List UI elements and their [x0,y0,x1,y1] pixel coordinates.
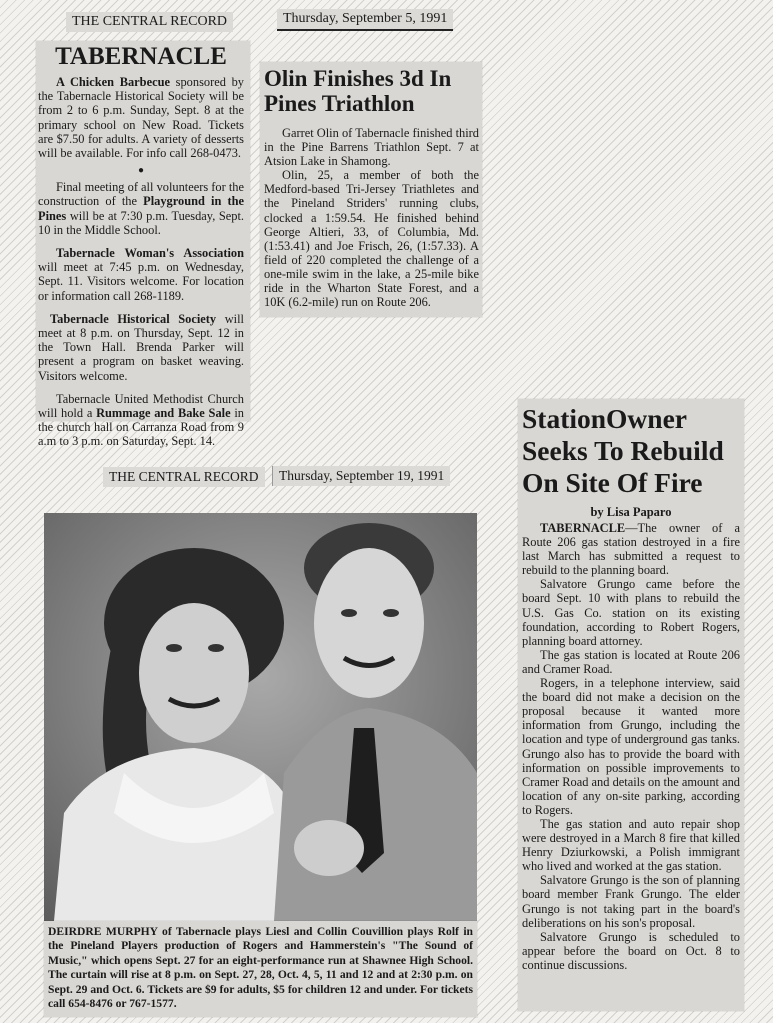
station-paragraph: The gas station and auto repair shop were destroyed in a March 8 fire that killed Henry Dziurkowski, a Polish immigrant who lived and worked at the gas station. [522,816,740,874]
notice-historical-society: Tabernacle Historical Society will meet at 8 p.m. on Thursday, Sept. 12 in the Town Hall. Brenda Parker will present a program on basket weaving. Visitors welcome. [38,311,244,383]
notice-womans-association: Tabernacle Woman's Association will meet at 7:45 p.m. on Wednesday, Sept. 11. Visitors welcome. For location or information call 268-1189. [38,246,244,303]
notice-rummage-sale: Tabernacle United Methodist Church will hold a Rummage and Bake Sale in the church hall on Carranza Road from 9 a.m to 3 p.m. on Saturday, Sept. 14. [38,391,244,449]
station-paragraph: Salvatore Grungo is scheduled to appear before the board on Oct. 8 to continue discussions. [522,929,740,972]
date-tag: Thursday, September 19, 1991 [272,466,450,486]
tabernacle-heading: TABERNACLE [55,43,227,70]
newspaper-name-tag: THE CENTRAL RECORD [103,467,265,487]
station-paragraph: The gas station is located at Route 206 and Cramer Road. [522,647,740,676]
photo-caption [48,925,473,1011]
cast-photo-illustration [44,513,477,921]
notice-playground-meeting: Final meeting of all volunteers for the construction of the Playground in the Pines will be at 7:30 p.m. Tuesday, Sept. 10 in the Middle School. [38,180,244,237]
station-paragraph: Salvatore Grungo is the son of planning board member Frank Grungo. The elder Grungo is not taking part in the board's deliberations on his son's proposal. [522,873,740,930]
caption-lead: DEIRDRE MURPHY [48,925,158,938]
station-paragraph: TABERNACLE—The owner of a Route 206 gas station destroyed in a fire last March has submitted a request to rebuild to the planning board. [522,521,740,578]
olin-triathlon-article [260,62,482,317]
station-paragraph: Salvatore Grungo came before the board Sept. 10 with plans to rebuild the U.S. Gas Co. station on its existing foundation, according to Robert Rogers, planning board attorney. [522,577,740,648]
bullet-divider: ● [137,165,145,177]
olin-paragraph: Olin, 25, a member of both the Medford-based Tri-Jersey Triathletes and the Pineland Striders' running clubs, clocked a 1:59.54. He finished behind George Altieri, 33, of Columbia, Md. (1:53.41) and Joe Frisch, 26, (1:57.33). A field of 220 completed the challenge of a one-mile swim in the lake, a 25-mile bike ride in the Wharton State Forest, and a 10K (6.2-mile) run on Route 206. [264,168,479,310]
date-tag: Thursday, September 5, 1991 [277,9,453,31]
olin-headline: Olin Finishes 3d In Pines Triathlon [264,66,452,116]
station-paragraph: Rogers, in a telephone interview, said the board did not make a decision on the proposal because it wanted more information from Grungo, including the location and type of underground gas tanks. Grungo also has to provide the board with information on possible improvements to Cramer Road and details on the amount and location of any on-site parking, according to Rogers. [522,676,740,817]
caption-text: of Tabernacle plays Liesl and Collin Couvillion plays Rolf in the Pineland Players production of Rogers and Hammerstein's "The Sound of Music," which opens Sept. 27 for an eight-performance run at Shawnee High School. The curtain will rise at 8 p.m. on Sept. 27, 28, Oct. 4, 5, 11 and 12 and at 2:30 p.m. on Sept. 29 and Oct. 6. Tickets are $9 for adults, $5 for children 12 and under. For tickets call 654-8476 or 767-1577. [48,925,473,1011]
byline: by Lisa Paparo [590,505,672,519]
station-owner-article [518,399,744,1011]
newspaper-name-tag: THE CENTRAL RECORD [66,12,233,32]
notice-chicken-barbecue: A Chicken Barbecue sponsored by the Tabernacle Historical Society will be from 2 to 6 p.m. Sunday, Sept. 8 at the primary school on New Road. Tickets are $7.50 for adults. A variety of desserts will be available. For info call 268-0473. [38,75,244,161]
station-headline: StationOwner Seeks To Rebuild On Site Of Fire [522,403,724,498]
sound-of-music-photo [44,513,477,921]
tabernacle-notes-clipping [36,41,250,449]
dateline: TABERNACLE [540,521,626,535]
olin-paragraph: Garret Olin of Tabernacle finished third in the Pine Barrens Triathlon Sept. 7 at Atsion Lake in Shamong. [264,126,479,169]
